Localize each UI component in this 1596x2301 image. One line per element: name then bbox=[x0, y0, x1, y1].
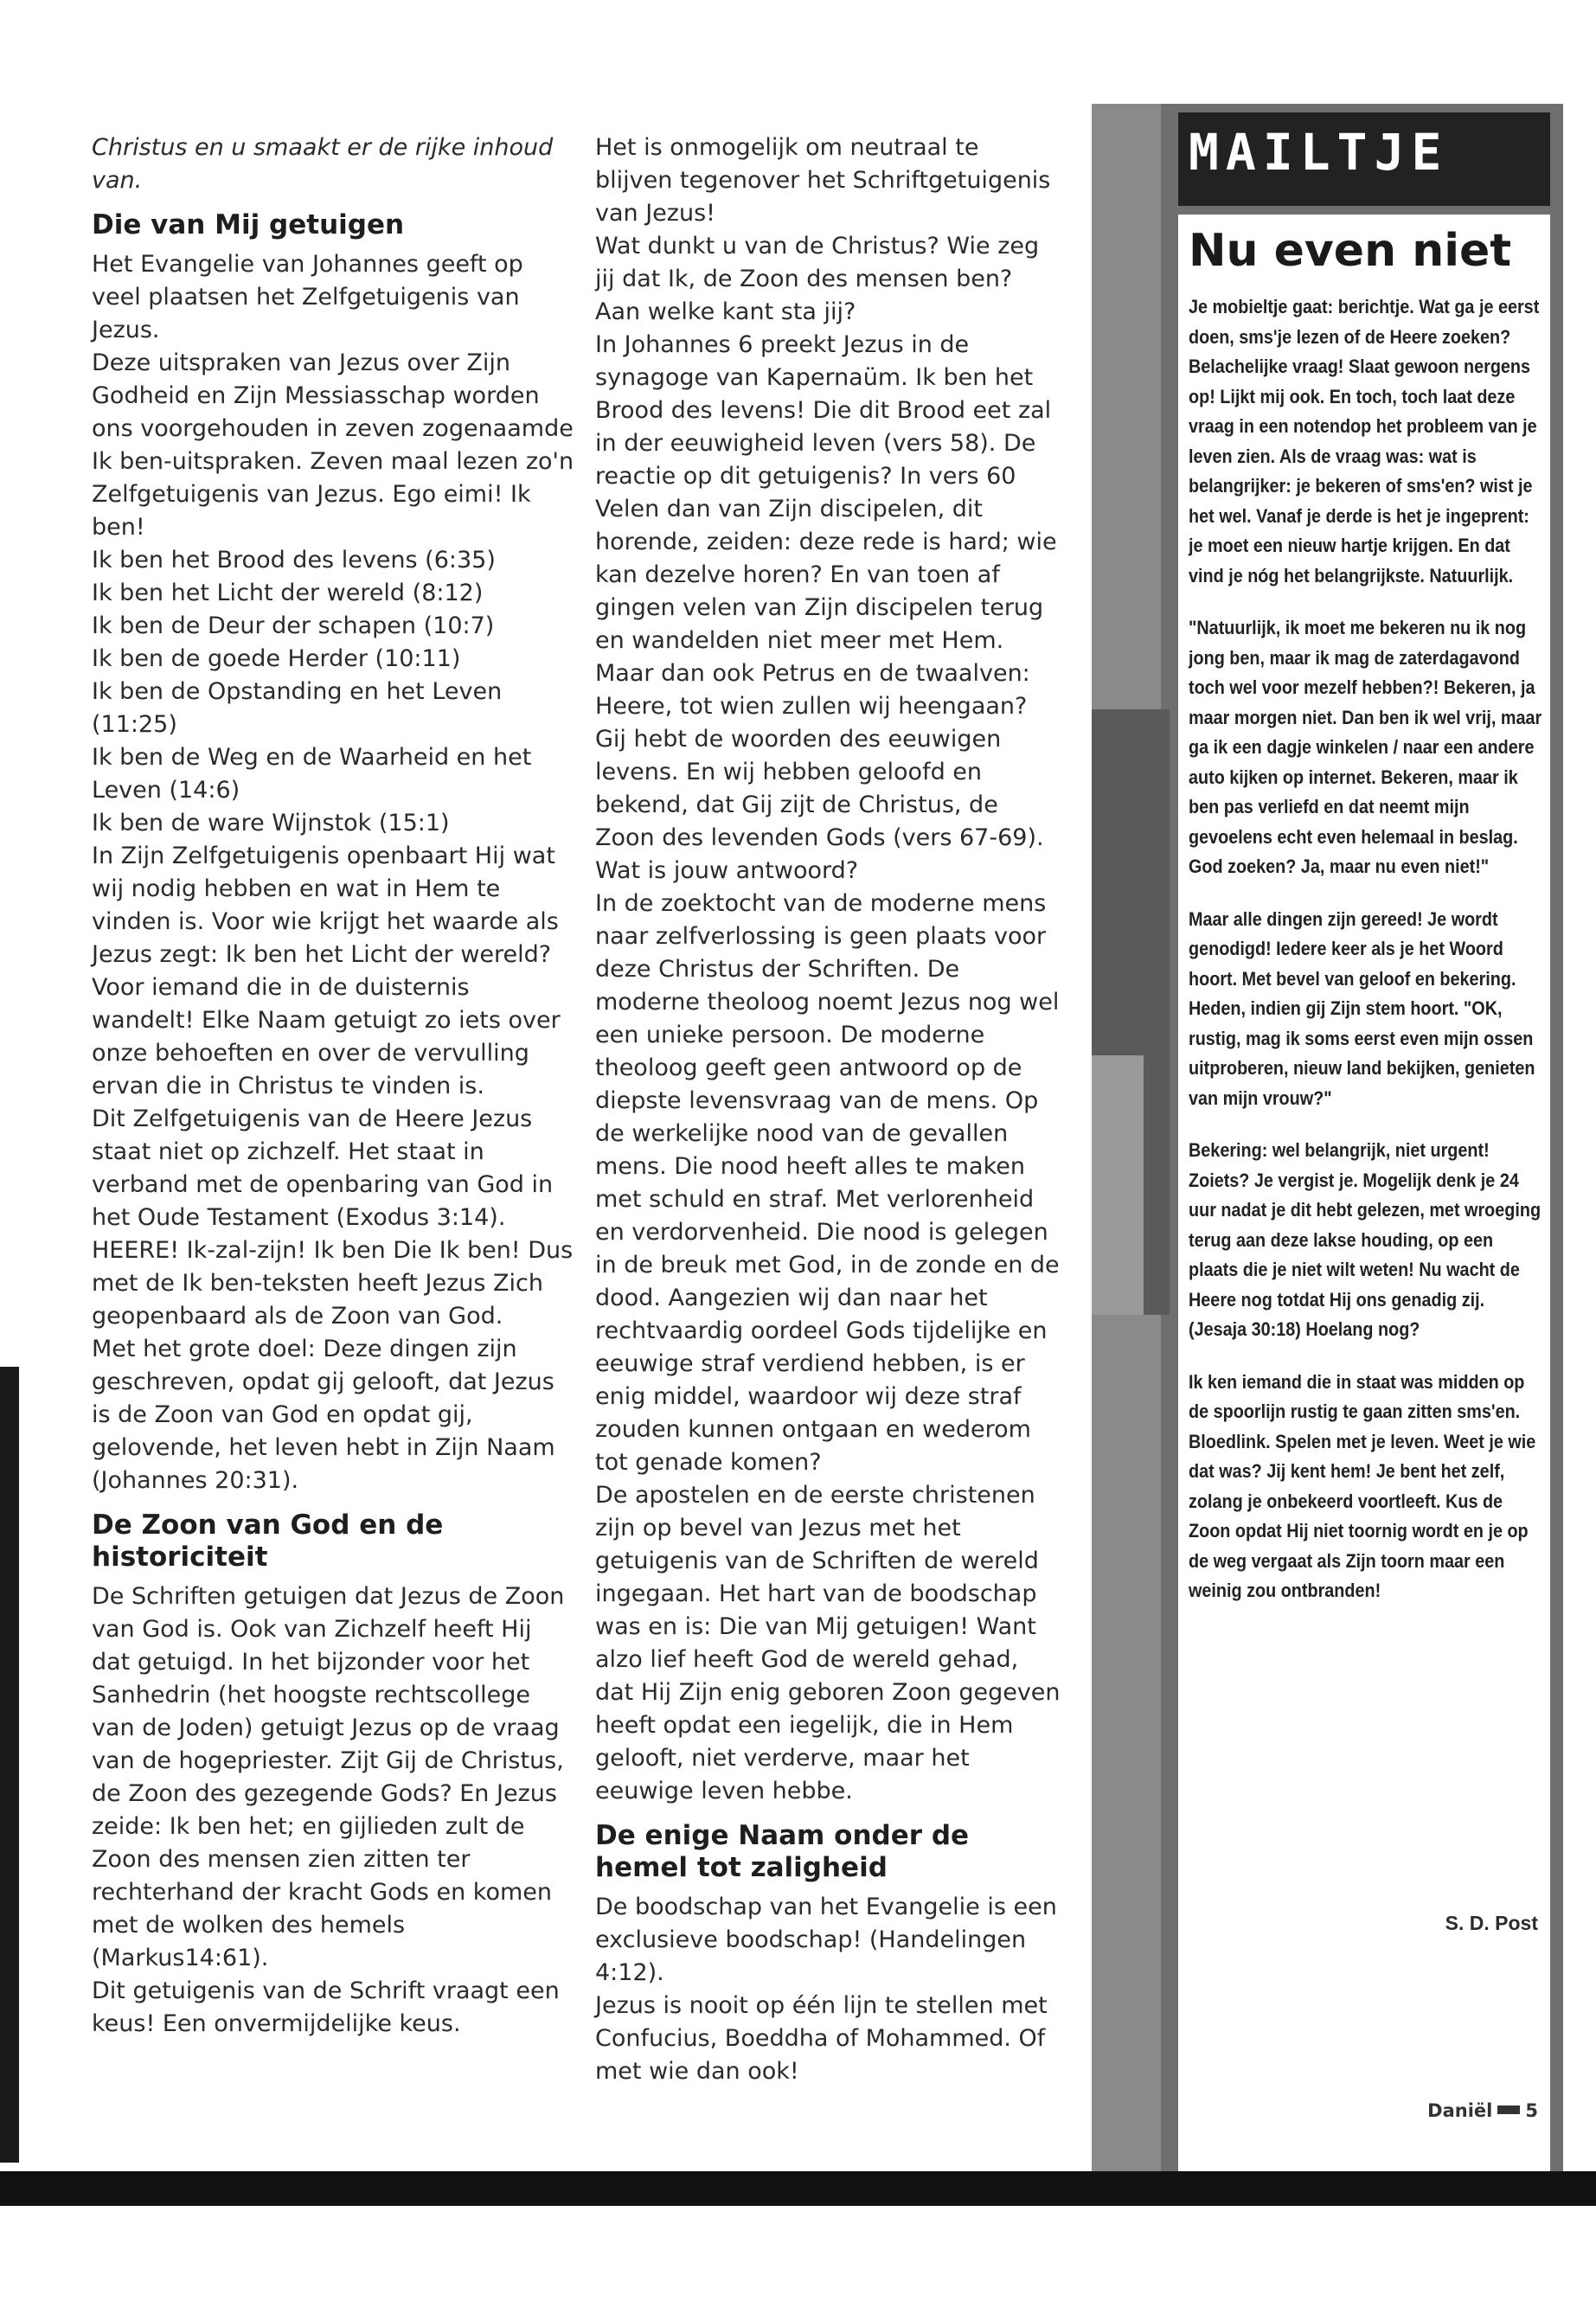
sidebar-paragraph: Maar alle dingen zijn gereed! Je wordt genodigd! Iedere keer als je het Woord hoort. Met bevel van geloof en bekering. Heden, indien gij Zijn stem hoort. "OK, rustig, mag ik soms eerst even mijn ossen uitproberen, nieuw land bekijken, genieten van mijn vrouw?" bbox=[1189, 907, 1535, 1109]
paragraph: Dit getuigenis van de Schrift vraagt een keus! Een onvermijdelijke keus. bbox=[92, 1977, 560, 2037]
bottom-scan-border bbox=[0, 2171, 1596, 2206]
paragraph: Maar dan ook Petrus en de twaalven: Heere, tot wien zullen wij heengaan? Gij hebt de woorden des eeuwigen levens. En wij hebben geloofd en bekend, dat Gij zijt de Christus, de Zoon des levenden Gods (vers 67-69). Wat is jouw antwoord? bbox=[595, 660, 1044, 884]
page-number: 5 bbox=[1525, 2100, 1538, 2121]
sidebar-paragraph: Ik ken iemand die in staat was midden op de spoorlijn rustig te gaan zitten sms'en. Bloedlink. Spelen met je leven. Weet je wie dat was? Jij kent hem! Je bent het zelf, zolang je onbekeerd voortleeft. Kus de Zoon opdat Hij niet toornig wordt en je op de weg vergaat als Zijn toorn maar een weinig zou ontbranden! bbox=[1189, 1370, 1536, 1601]
paragraph: De apostelen en de eerste christenen zijn op bevel van Jezus met het getuigenis van de Schriften de wereld ingegaan. Het hart van de boodschap was en is: Die van Mij getuigen! Want alzo lief heeft God de wereld gehad, dat Hij Zijn enig geboren Zoon gegeven heeft opdat een iegelijk, die in Hem gelooft, niet verderve, maar het eeuwige leven hebbe. bbox=[595, 1482, 1061, 1804]
paragraph: Ik ben de Deur der schapen (10:7) bbox=[92, 612, 495, 639]
article-column-1 bbox=[92, 131, 576, 2041]
paragraph: Christus en u smaakt er de rijke inhoud van. bbox=[92, 134, 554, 194]
paragraph: Ik ben de Opstanding en het Leven (11:25) bbox=[92, 678, 503, 738]
article-column-2 bbox=[595, 131, 1062, 2088]
paragraph: Ik ben het Licht der wereld (8:12) bbox=[92, 580, 484, 606]
paragraph: Met het grote doel: Deze dingen zijn geschreven, opdat gij gelooft, dat Jezus is de Zoon van God en opdat gij, gelovende, het leven hebt in Zijn Naam (Johannes 20:31). bbox=[92, 1336, 555, 1494]
page-footer bbox=[1189, 2100, 1538, 2121]
paragraph: Jezus is nooit op één lijn te stellen met Confucius, Boeddha of Mohammed. Of met wie dan ook! bbox=[595, 1992, 1048, 2085]
arrow-icon bbox=[1497, 2106, 1520, 2114]
paragraph: De Schriften getuigen dat Jezus de Zoon van God is. Ook van Zichzelf heeft Hij dat getuigd. In het bijzonder voor het Sanhedrin (het hoogste rechtscollege van de Joden) getuigt Jezus op de vraag van de hogepriester. Zijt Gij de Christus, de Zoon des gezegende Gods? En Jezus zeide: Ik ben het; en gijlieden zult de Zoon des mensen zien zitten ter rechterhand der kracht Gods en komen met de wolken des hemels (Markus14:61). bbox=[92, 1583, 565, 1971]
magazine-name: Daniël bbox=[1427, 2100, 1493, 2121]
paragraph: In de zoektocht van de moderne mens naar zelfverlossing is geen plaats voor deze Christus der Schriften. De moderne theoloog noemt Jezus nog wel een unieke persoon. De moderne theoloog geeft geen antwoord op de diepste levensvraag van de mens. Op de werkelijke nood van de gevallen mens. Die nood heeft alles te maken met schuld en straf. Met verlorenheid en verdorvenheid. Die nood is gelegen in de breuk met God, in de zonde en de dood. Aangezien wij dan naar het rechtvaardig oordeel Gods tijdelijke en eeuwige straf verdiend hebben, is er enig middel, waardoor wij deze straf zouden kunnen ontgaan en wederom tot genade komen? bbox=[595, 890, 1060, 1476]
section-heading: De enige Naam onder de hemel tot zaligheid bbox=[595, 1820, 970, 1883]
paragraph: In Johannes 6 preekt Jezus in de synagoge van Kapernaüm. Ik ben het Brood des levens! Die dit Brood eet zal in der eeuwigheid leven (vers 58). De reactie op dit getuigenis? In vers 60 Velen dan van Zijn discipelen, dit horende, zeiden: deze rede is hard; wie kan dezelve horen? En van toen af gingen velen van Zijn discipelen terug en wandelden niet meer met Hem. bbox=[595, 331, 1057, 654]
sidebar-paragraph: Bekering: wel belangrijk, niet urgent! Zoiets? Je vergist je. Mogelijk denk je 24 uur nadat je dit hebt gelezen, met wroeging terug aan deze lakse houding, op een plaats die je niet wilt weten! Nu wacht de Heere nog totdat Hij ons genadig zij. (Jesaja 30:18) Hoelang nog? bbox=[1189, 1139, 1542, 1340]
paragraph: Dit Zelfgetuigenis van de Heere Jezus staat niet op zichzelf. Het staat in verband met de openbaring van God in het Oude Testament (Exodus 3:14). HEERE! Ik-zal-zijn! Ik ben Die Ik ben! Dus met de Ik ben-teksten heeft Jezus Zich geopenbaard als de Zoon van God. bbox=[92, 1106, 574, 1330]
paragraph: Het Evangelie van Johannes geeft op veel plaatsen het Zelfgetuigenis van Jezus. bbox=[92, 251, 523, 343]
paragraph: Ik ben de Weg en de Waarheid en het Leven (14:6) bbox=[92, 744, 532, 804]
paragraph: Het is onmogelijk om neutraal te blijven tegenover het Schriftgetuigenis van Jezus! bbox=[595, 134, 1051, 227]
sidebar-signature: S. D. Post bbox=[1445, 1912, 1538, 1934]
paragraph: De boodschap van het Evangelie is een exclusieve boodschap! (Handelingen 4:12). bbox=[595, 1894, 1057, 1986]
sidebar-title: Nu even niet bbox=[1189, 225, 1512, 277]
paragraph: Ik ben het Brood des levens (6:35) bbox=[92, 547, 496, 574]
paragraph: Deze uitspraken van Jezus over Zijn Godheid en Zijn Messiasschap worden ons voorgehouden in zeven zogenaamde Ik ben-uitspraken. Zeven maal lezen zo'n Zelfgetuigenis van Jezus. Ego eimi! Ik ben! bbox=[92, 349, 574, 541]
sidebar-body bbox=[1189, 292, 1547, 1629]
paragraph: Ik ben de goede Herder (10:11) bbox=[92, 645, 461, 672]
sidebar-paragraph: Je mobieltje gaat: berichtje. Wat ga je eerst doen, sms'je lezen of de Heere zoeken? Belachelijke vraag! Slaat gewoon nergens op! Lijkt mij ook. En toch, toch laat deze vraag in een notendop het probleem van je leven zien. Als de vraag was: wat is belangrijker: je bekeren of sms'en? wist je het wel. Vanaf je derde is het je ingeprent: je moet een nieuw hartje krijgen. En dat vind je nóg het belangrijkste. Natuurlijk. bbox=[1189, 296, 1540, 586]
section-heading: Die van Mij getuigen bbox=[92, 209, 405, 240]
paragraph: Wat dunkt u van de Christus? Wie zeg jij dat Ik, de Zoon des mensen ben? Aan welke kant sta jij? bbox=[595, 233, 1040, 325]
sidebar-photo-highlight bbox=[1092, 1055, 1144, 1315]
paragraph: Ik ben de ware Wijnstok (15:1) bbox=[92, 810, 450, 836]
paragraph: In Zijn Zelfgetuigenis openbaart Hij wat wij nodig hebben en wat in Hem te vinden is. Voor wie krijgt het waarde als Jezus zegt: Ik ben het Licht der wereld? Voor iemand die in de duisternis wandelt! Elke Naam getuigt zo iets over onze behoeften en over de vervulling ervan die in Christus te vinden is. bbox=[92, 843, 561, 1099]
mailtje-sidebar bbox=[1092, 104, 1563, 2171]
page-edge-shadow bbox=[0, 1367, 19, 2163]
sidebar-header: MAILTJE bbox=[1189, 123, 1449, 182]
section-heading: De Zoon van God en de historiciteit bbox=[92, 1509, 444, 1573]
sidebar-paragraph: "Natuurlijk, ik moet me bekeren nu ik nog jong ben, maar ik mag de zaterdagavond toch wel voor mezelf hebben?! Bekeren, ja maar morgen niet. Dan ben ik wel vrij, maar ga ik een dagje winkelen / naar een andere auto kijken op internet. Bekeren, maar ik ben pas verliefd en dat neemt mijn gevoelens echt even helemaal in beslag. God zoeken? Ja, maar nu even niet!" bbox=[1189, 617, 1542, 877]
